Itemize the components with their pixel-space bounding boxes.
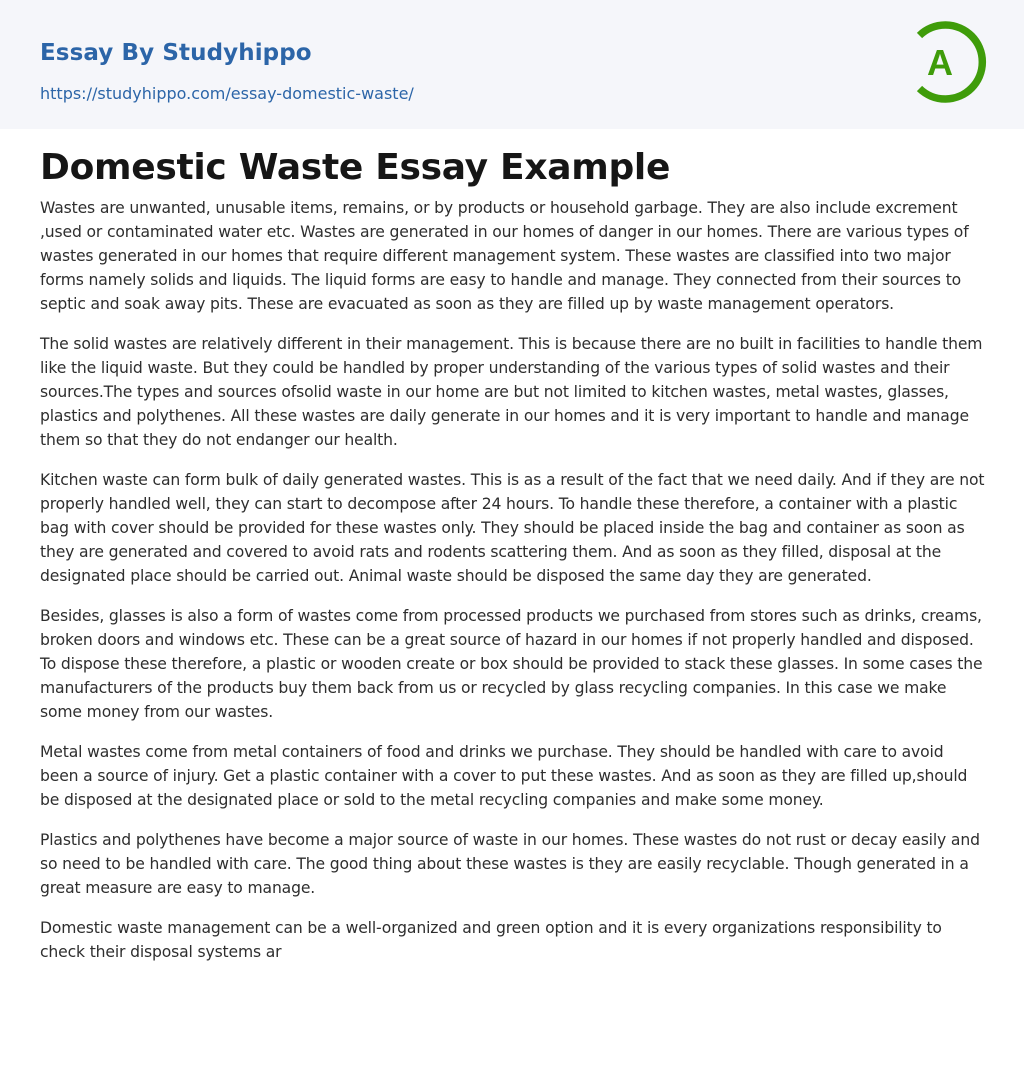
logo-letter: A: [927, 42, 953, 83]
paragraph-7-truncated: Domestic waste management can be a well-organized and green option and it is every organizations responsibility to check their disposal systems ar: [40, 919, 942, 961]
paragraph-2: The solid wastes are relatively different in their management. This is because there are no built in facilities to handle them like the liquid waste. But they could be handled by proper understanding of the various types of solid wastes and their sources.The types and sources ofsolid waste in our home are but not limited to kitchen wastes, metal wastes, glasses, plastics and polythenes. All these wastes are daily generate in our homes and it is very important to handle and manage them so that they do not endanger our health.: [40, 335, 983, 449]
source-url-link[interactable]: https://studyhippo.com/essay-domestic-waste/: [40, 84, 414, 103]
paragraph-1: Wastes are unwanted, unusable items, remains, or by products or household garbage. They are also include excrement ,used or contaminated water etc. Wastes are generated in our homes of danger in our homes. There are various types of wastes generated in our homes that require different management system. These wastes are classified into two major forms namely solids and liquids. The liquid forms are easy to handle and manage. They connected from their sources to septic and soak away pits. These are evacuated as soon as they are filled up by waste management operators.: [40, 199, 969, 313]
circle-a-logo-icon[interactable]: [912, 18, 988, 106]
paragraph-6: Plastics and polythenes have become a major source of waste in our homes. These wastes do not rust or decay easily and so need to be handled with care. The good thing about these wastes is they are easily recyclable. Though generated in a great measure are easy to manage.: [40, 831, 980, 897]
paragraph-4: Besides, glasses is also a form of wastes come from processed products we purchased from stores such as drinks, creams, broken doors and windows etc. These can be a great source of hazard in our homes if not properly handled and disposed. To dispose these therefore, a plastic or wooden create or box should be provided to stack these glasses. In some cases the manufacturers of the products buy them back from us or recycled by glass recycling companies. In this case we make some money from our wastes.: [40, 607, 983, 721]
site-header: [0, 0, 1024, 129]
article: [40, 140, 985, 980]
brand-title: Essay By Studyhippo: [40, 40, 312, 66]
paragraph-5: Metal wastes come from metal containers of food and drinks we purchase. They should be handled with care to avoid been a source of injury. Get a plastic container with a cover to put these wastes. And as soon as they are filled up,should be disposed at the designated place or sold to the metal recycling companies and make some money.: [40, 743, 968, 809]
page-title: Domestic Waste Essay Example: [40, 147, 671, 188]
paragraph-3: Kitchen waste can form bulk of daily generated wastes. This is as a result of the fact that we need daily. And if they are not properly handled well, they can start to decompose after 24 hours. To handle these therefore, a container with a plastic bag with cover should be provided for these wastes only. They should be placed inside the bag and container as soon as they are generated and covered to avoid rats and rodents scattering them. And as soon as they filled, disposal at the designated place should be carried out. Animal waste should be disposed the same day they are generated.: [40, 471, 985, 585]
